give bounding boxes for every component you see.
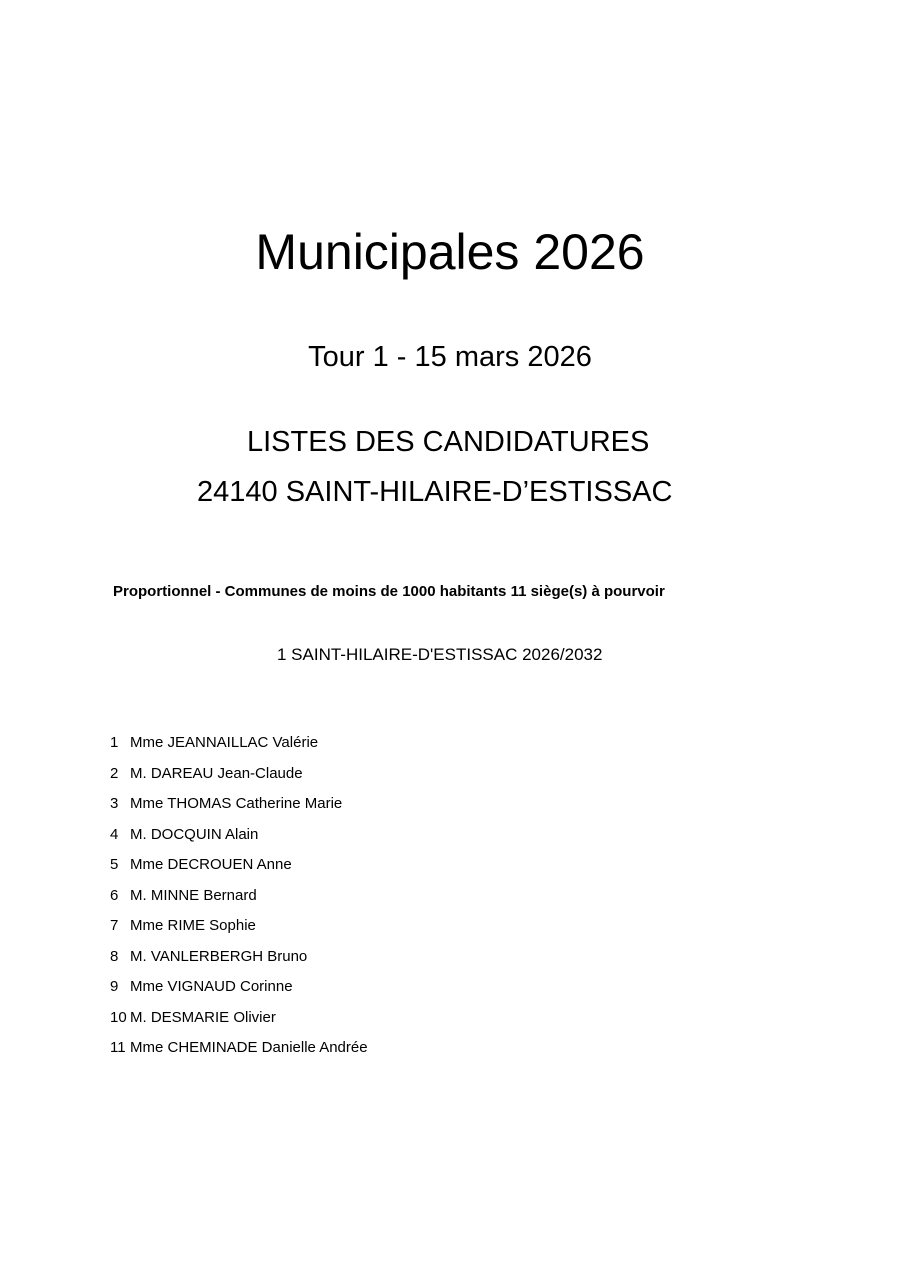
candidate-name: Mme RIME Sophie [130, 917, 256, 934]
voting-mode: Proportionnel - Communes de moins de 1000 habitants 11 siège(s) à pourvoir [113, 583, 665, 600]
candidate-row [110, 915, 368, 946]
candidate-number: 3 [110, 795, 119, 812]
candidate-row [110, 946, 368, 977]
candidate-name: M. DOCQUIN Alain [130, 825, 259, 843]
candidate-row [110, 824, 368, 855]
candidate-number: 5 [110, 856, 119, 873]
candidate-name: Mme JEANNAILLAC Valérie [130, 734, 319, 751]
candidate-name: M. DAREAU Jean-Claude [130, 764, 303, 782]
candidate-number: 8 [110, 947, 119, 965]
candidate-number: 2 [110, 764, 119, 782]
candidate-row [110, 763, 368, 794]
candidate-row [110, 793, 368, 824]
candidate-number: 9 [110, 978, 119, 995]
candidate-row [110, 1007, 368, 1038]
candidate-name: M. MINNE Bernard [130, 886, 257, 904]
candidate-row [110, 732, 368, 763]
candidate-number: 4 [110, 825, 119, 843]
candidate-name: Mme CHEMINADE Danielle Andrée [130, 1039, 368, 1056]
liste-name: 1 SAINT-HILAIRE-D'ESTISSAC 2026/2032 [277, 645, 603, 664]
candidate-name: Mme DECROUEN Anne [130, 856, 292, 873]
candidate-row [110, 885, 368, 916]
listes-heading: LISTES DES CANDIDATURES [247, 426, 650, 458]
commune-name: 24140 SAINT-HILAIRE-D’ESTISSAC [197, 476, 673, 508]
page-title: Municipales 2026 [255, 224, 645, 280]
candidate-number: 6 [110, 886, 119, 904]
candidate-list [110, 732, 368, 1068]
election-round: Tour 1 - 15 mars 2026 [308, 341, 592, 373]
candidate-number: 7 [110, 917, 119, 934]
candidate-row [110, 854, 368, 885]
candidate-number: 1 [110, 734, 119, 751]
candidate-row [110, 976, 368, 1007]
candidate-number: 11 [110, 1039, 126, 1056]
candidate-name: M. VANLERBERGH Bruno [130, 947, 308, 965]
candidate-name: Mme THOMAS Catherine Marie [130, 795, 343, 812]
candidate-name: Mme VIGNAUD Corinne [130, 978, 293, 995]
candidate-row [110, 1037, 368, 1068]
candidate-name: M. DESMARIE Olivier [130, 1008, 276, 1026]
candidate-number: 10 [110, 1008, 127, 1026]
